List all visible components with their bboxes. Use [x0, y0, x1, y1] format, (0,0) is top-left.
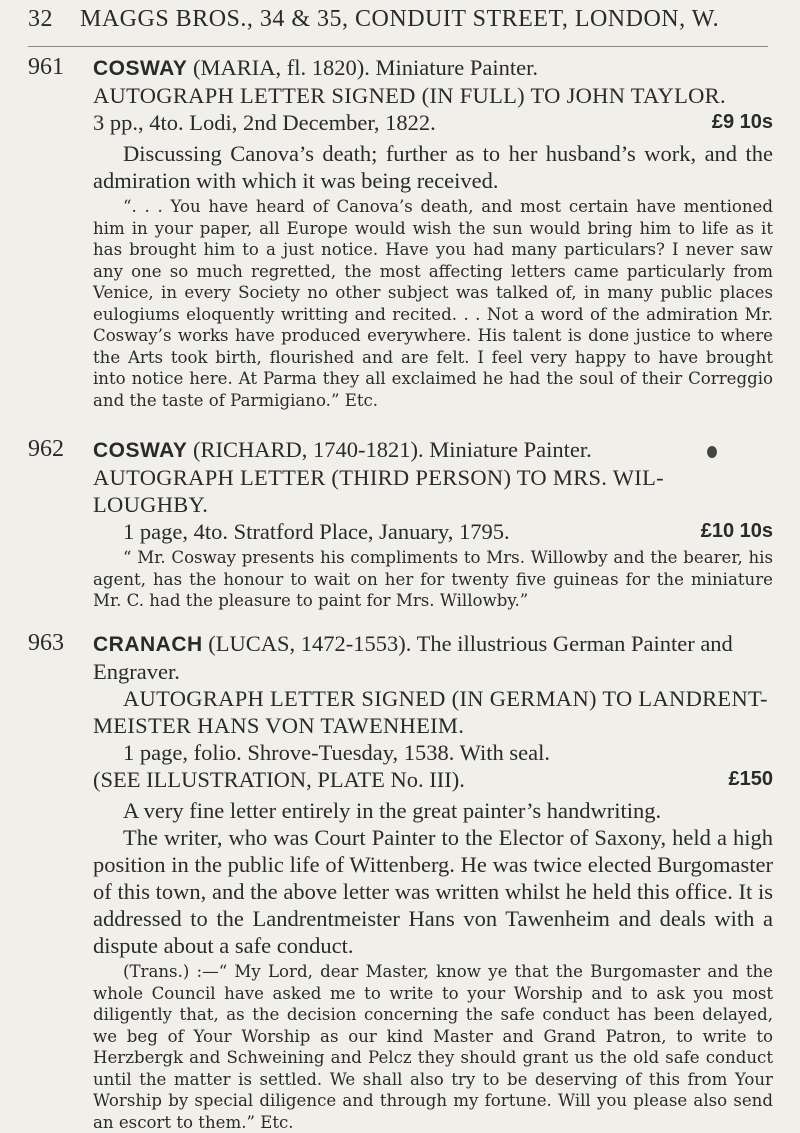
entry-subtitle: (LUCAS, 1472-1553). The illustrious German Painter and — [208, 631, 733, 656]
ornament-icon — [707, 446, 717, 458]
entry-number: 963 — [28, 630, 64, 656]
entry-title-cont: MEISTER HANS VON TAWENHEIM. — [93, 713, 465, 738]
entry-heading — [93, 54, 773, 82]
catalogue-entry-962 — [28, 436, 773, 612]
header-rule — [28, 46, 768, 47]
entry-number: 962 — [28, 436, 64, 462]
entry-quote: “. . . You have heard of Canova’s death, and most certain have mentioned him in your paper, all Europe would wish the sun would bring him to life as it has brought him to a just notice. Have you had many particulars? I never saw any one so much regretted, the most affecting letters came particularly from Venice, in every Society no other subject was talked of, in many public places eulogiums eloquently writting and recited. . . Not a word of the admiration Mr. Cosway’s works have produced everywhere. His talent is done justice to where the Arts took birth, flourished and are felt. I feel very happy to have brought into notice here. At Parma they all exclaimed he had the soul of their Correggio and the taste of Parmigiano.” Etc. — [93, 197, 773, 410]
page-header — [28, 6, 788, 33]
entry-subtitle-cont: Engraver. — [93, 659, 180, 684]
entry-details: 1 page, 4to. Stratford Place, January, 1795. — [123, 519, 510, 544]
entry-heading — [93, 630, 773, 658]
entry-description: A very fine letter entirely in the great painter’s handwriting. — [123, 798, 662, 823]
entry-name: CRANACH — [93, 633, 203, 656]
entry-title-cont: LOUGHBY. — [93, 492, 209, 517]
header-title: MAGGS BROS., 34 & 35, CONDUIT STREET, LONDON, W. — [80, 6, 720, 32]
entry-quote: “ Mr. Cosway presents his compliments to Mrs. Willowby and the bearer, his agent, has the honour to wait on her for twenty five guineas for the miniature Mr. C. had the pleasure to paint for Mrs. Willowby.” — [93, 548, 773, 610]
entry-details: 1 page, folio. Shrove-Tuesday, 1538. With seal. — [123, 740, 550, 765]
entry-title: AUTOGRAPH LETTER SIGNED (IN GERMAN) TO LANDRENT- — [123, 686, 768, 711]
entry-details-cont: (SEE ILLUSTRATION, PLATE No. III). — [93, 767, 465, 792]
entry-title: AUTOGRAPH LETTER SIGNED (IN FULL) TO JOHN TAYLOR. — [93, 83, 726, 108]
entry-name: COSWAY — [93, 57, 188, 80]
entry-description: Discussing Canova’s death; further as to her husband’s work, and the admiration with which it was being received. — [93, 141, 773, 193]
entry-subtitle: (MARIA, fl. 1820). Miniature Painter. — [193, 55, 538, 80]
page-number: 32 — [28, 6, 53, 32]
entry-description-cont: The writer, who was Court Painter to the Elector of Saxony, held a high position in the public life of Wittenberg. He was twice elected Burgomaster of this town, and the above letter was written whilst he held this office. It is addressed to the Landrentmeister Hans von Tawenheim and deals with a dispute about a safe conduct. — [93, 825, 773, 958]
entry-subtitle: (RICHARD, 1740-1821). Miniature Painter. — [193, 437, 592, 462]
entry-quote: (Trans.) :—“ My Lord, dear Master, know ye that the Burgomaster and the whole Council have asked me to write to your Worship and to ask you most diligently that, as the decision concerning the safe conduct has been delayed, we beg of Your Worship as our kind Master and Grand Patron, to write to Herzbergk and Schweining and Pelcz they should grant us the old safe conduct until the matter is settled. We shall also try to be deserving of this from Your Worship by special diligence and through my fortune. Will you please also send an escort to them.” Etc. — [93, 962, 773, 1132]
entry-details-row — [93, 766, 773, 793]
catalogue-entry-961 — [28, 54, 773, 411]
entry-price: £9 10s — [711, 111, 773, 133]
catalogue-entry-963 — [28, 630, 773, 1133]
entry-details: 3 pp., 4to. Lodi, 2nd December, 1822. — [93, 110, 436, 135]
entry-name: COSWAY — [93, 439, 188, 462]
entry-title: AUTOGRAPH LETTER (THIRD PERSON) TO MRS. WIL- — [93, 465, 664, 490]
entry-heading — [93, 436, 773, 464]
entry-price: £10 10s — [700, 520, 773, 542]
entry-details-row — [93, 109, 773, 136]
entry-price: £150 — [728, 768, 773, 790]
entry-details-row — [93, 518, 773, 545]
entry-number: 961 — [28, 54, 64, 80]
